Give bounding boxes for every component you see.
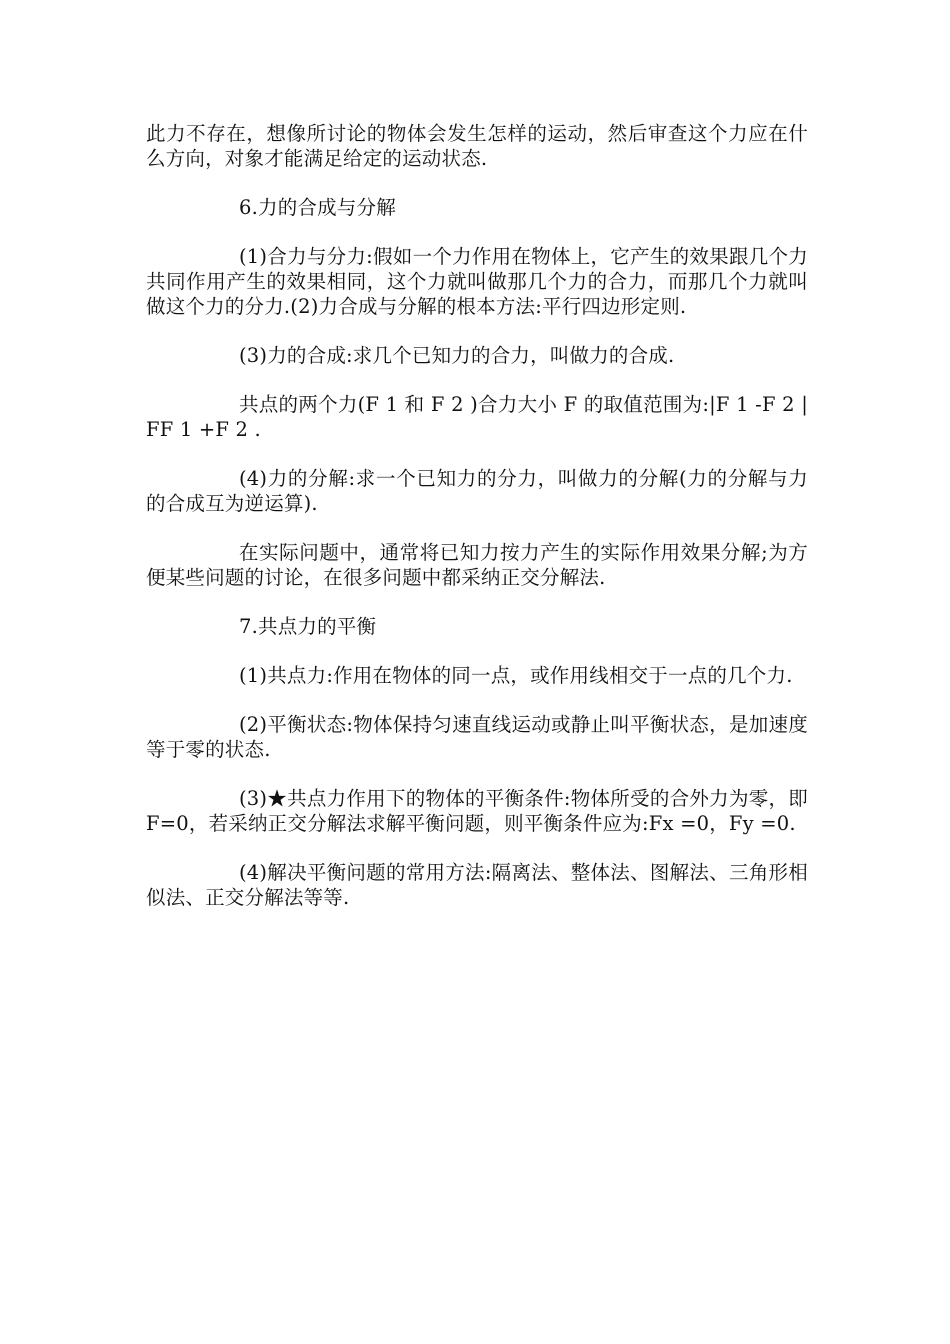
paragraph-equilibrium-condition: (3)★共点力作用下的物体的平衡条件:物体所受的合外力为零，即 F=0，若采纳正交分解法求解平衡问题，则平衡条件应为:Fx =0，Fy =0. <box>146 787 808 835</box>
paragraph-resultant-range: 共点的两个力(F 1 和 F 2 )合力大小 F 的取值范围为:|F 1 -F 2 |FF 1 +F 2 . <box>146 393 808 441</box>
paragraph-continuation: 此力不存在，想像所讨论的物体会发生怎样的运动，然后审查这个力应在什么方向，对象才能满足给定的运动状态. <box>146 122 808 170</box>
section-heading-force-composition: 6.力的合成与分解 <box>239 196 396 219</box>
paragraph-equilibrium-methods: (4)解决平衡问题的常用方法:隔离法、整体法、图解法、三角形相似法、正交分解法等等. <box>146 861 808 909</box>
paragraph-force-composition: (3)力的合成:求几个已知力的合力，叫做力的合成. <box>239 344 675 367</box>
section-heading-equilibrium: 7.共点力的平衡 <box>239 615 377 638</box>
paragraph-concurrent-forces: (1)共点力:作用在物体的同一点，或作用线相交于一点的几个力. <box>239 664 793 687</box>
paragraph-resultant-force: (1)合力与分力:假如一个力作用在物体上，它产生的效果跟几个力共同作用产生的效果相同，这个力就叫做那几个力的合力，而那几个力就叫做这个力的分力.(2)力合成与分解的根本方法:平行四边形定则. <box>146 245 808 318</box>
document-body <box>146 121 808 910</box>
paragraph-equilibrium-state: (2)平衡状态:物体保持匀速直线运动或静止叫平衡状态，是加速度等于零的状态. <box>146 713 808 761</box>
paragraph-force-decomposition: (4)力的分解:求一个已知力的分力，叫做力的分解(力的分解与力的合成互为逆运算). <box>146 467 808 515</box>
paragraph-practical-decomposition: 在实际问题中，通常将已知力按力产生的实际作用效果分解;为方便某些问题的讨论，在很多问题中都采纳正交分解法. <box>146 541 808 589</box>
